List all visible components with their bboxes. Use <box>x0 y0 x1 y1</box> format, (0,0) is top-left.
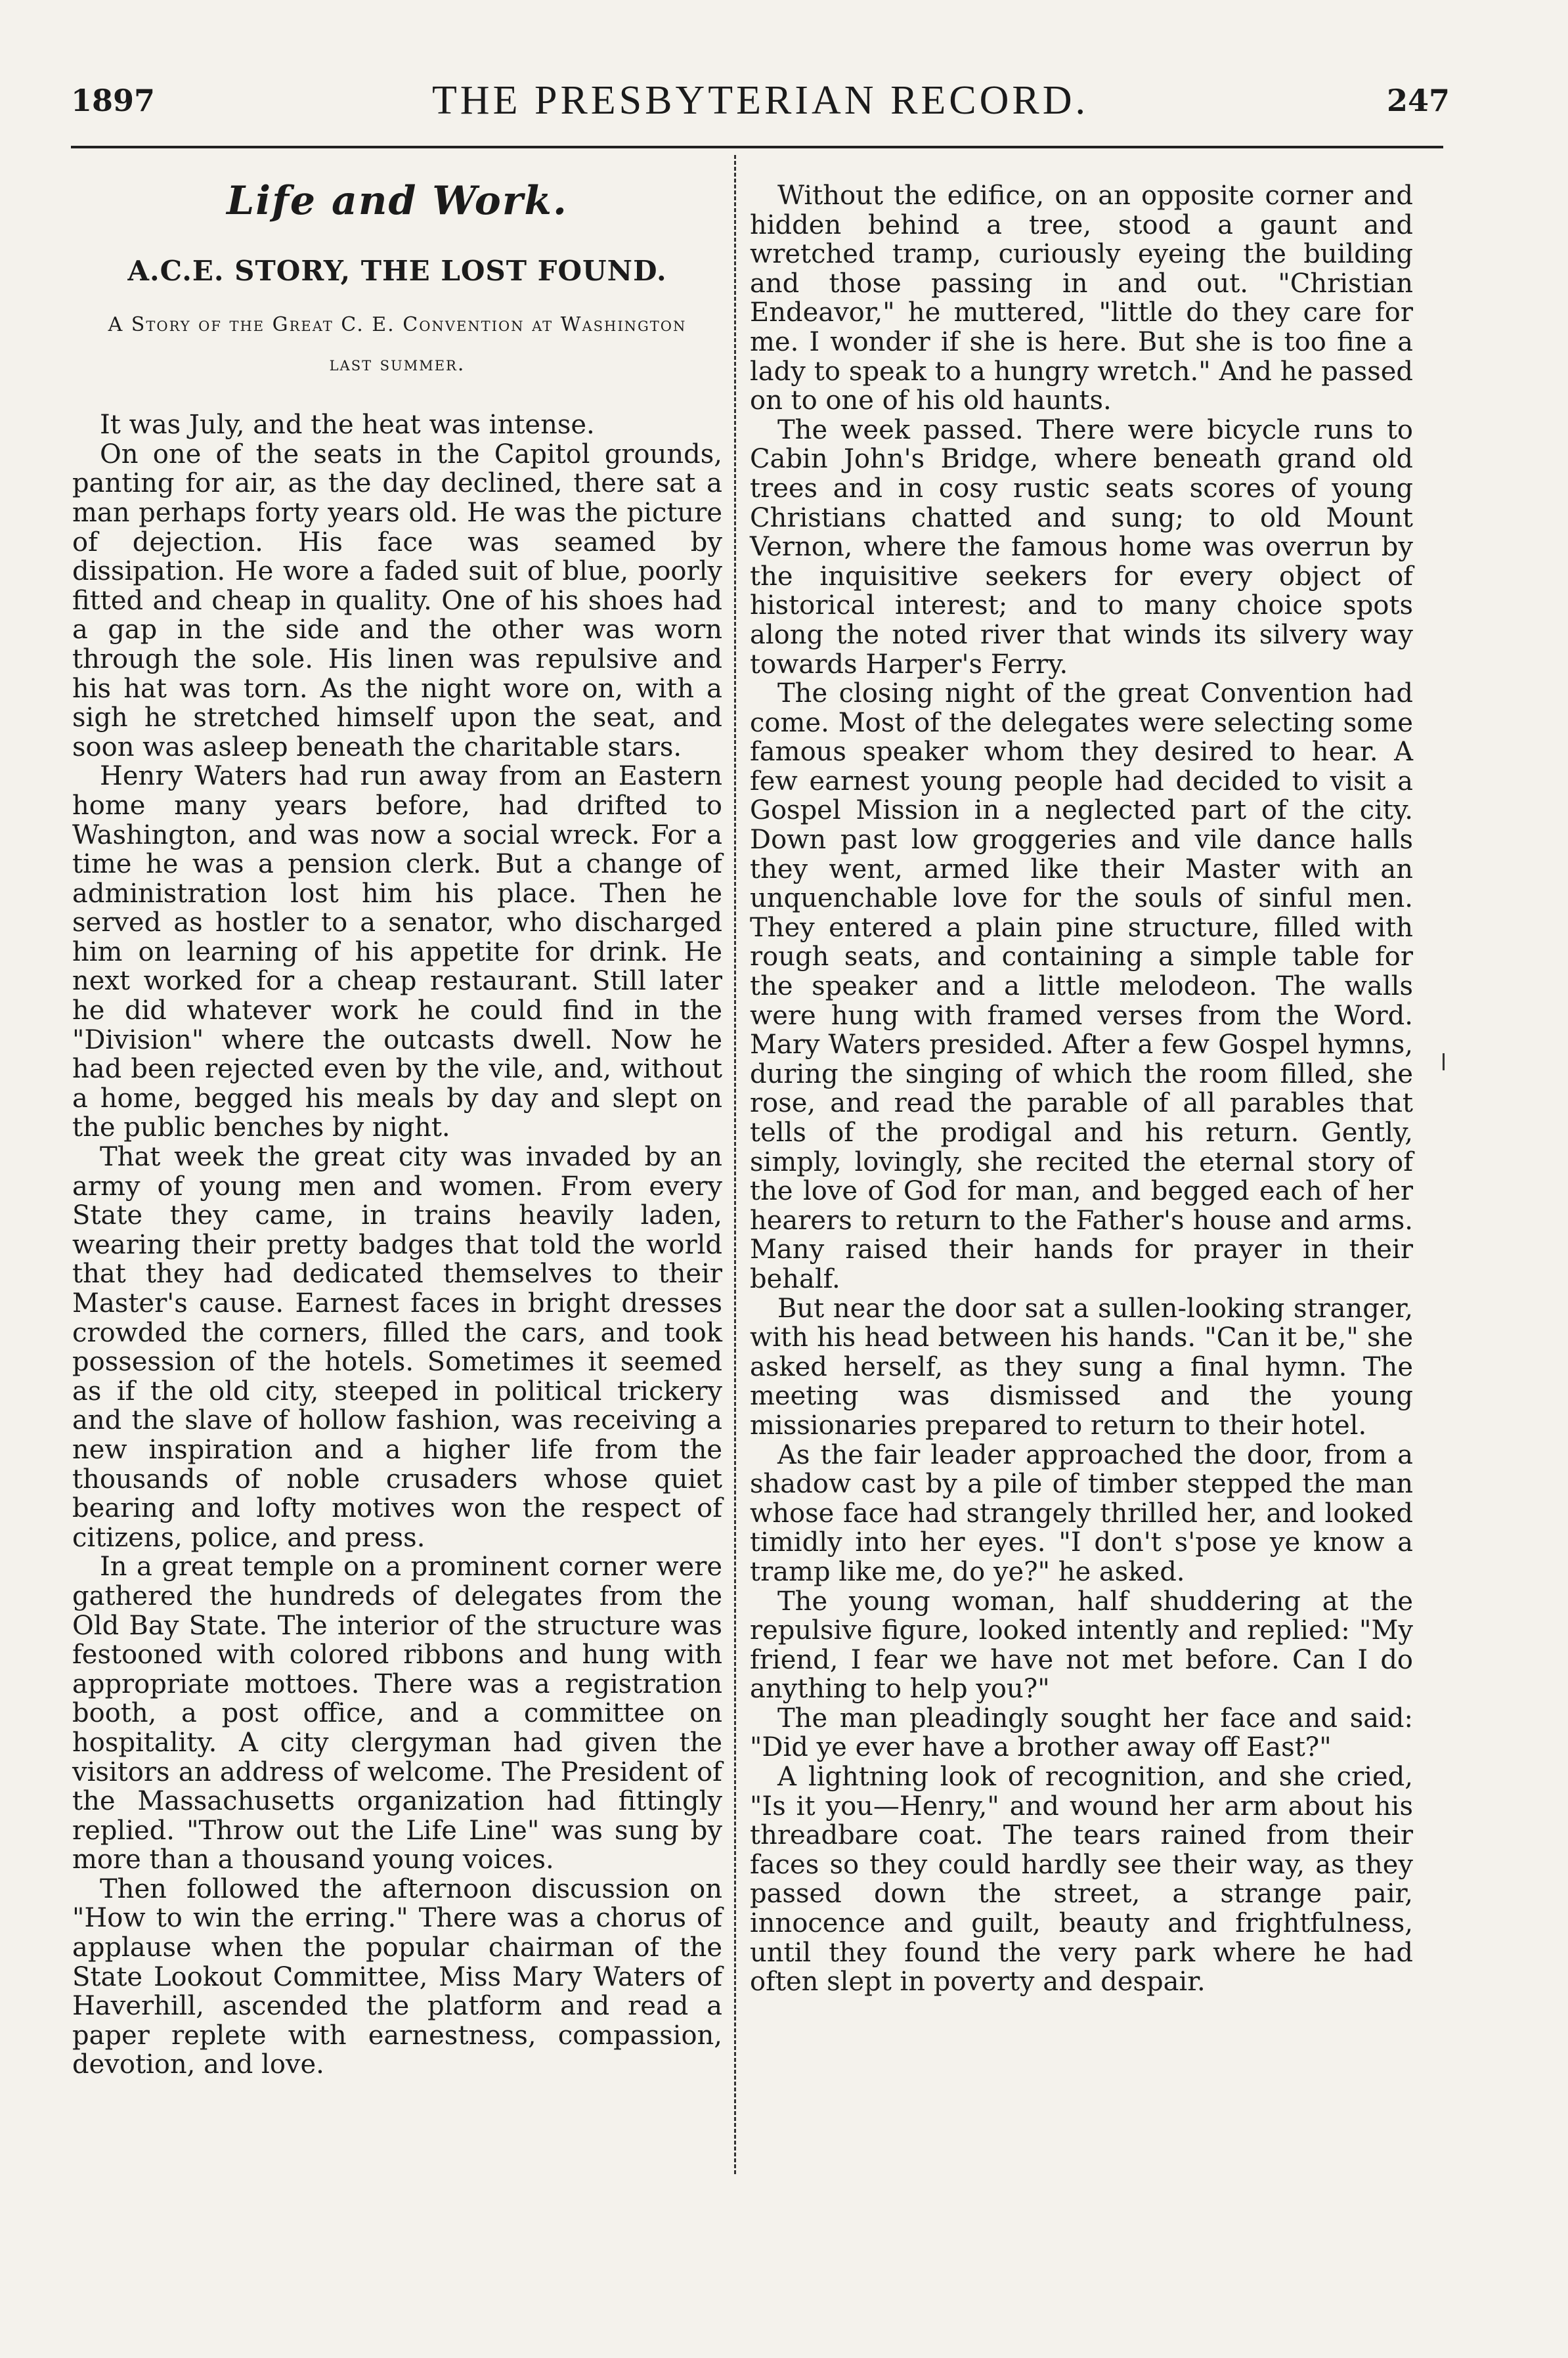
header-rule <box>71 146 1443 148</box>
column-divider <box>734 155 736 2174</box>
paragraph: It was July, and the heat was intense. <box>100 410 595 441</box>
running-header <box>71 78 1450 139</box>
paragraph: That week the great city was invaded by an army of young men and women. From every State they came, in trains heavily laden, wearing their pretty badges that told the world that they had dedicated themselves to their Master's cause. Earnest faces in bright dresses crowded the corners, filled the cars, and took possession of the hotels. Sometimes it seemed as if the old city, steeped in political trickery and the slave of hollow fashion, was receiving a new inspiration and a higher life from the thousands of noble crusaders whose quiet bearing and lofty motives won the respect of citizens, police, and press. <box>72 1142 722 1553</box>
paragraph: But near the door sat a sullen-looking stranger, with his head between his hands. "Can it be," she asked herself, as they sung a final hymn. The meeting was dismissed and the young missionaries prepared to return to their hotel. <box>750 1293 1413 1441</box>
story-subtitle: A Story of the Great C. E. Convention at Washington last summer. <box>108 313 687 376</box>
header-page-number: 247 <box>1386 83 1450 118</box>
paragraph: On one of the seats in the Capitol grounds, panting for air, as the day declined, there sat a man perhaps forty years old. He was the picture of dejection. His face was seamed by dissipation. He wore a faded suit of blue, poorly fitted and cheap in quality. One of his shoes had a gap in the side and the other was worn through the sole. His linen was repulsive and his hat was torn. As the night wore on, with a sigh he stretched himself upon the seat, and soon was asleep beneath the charitable stars. <box>72 439 722 762</box>
header-year: 1897 <box>71 83 156 118</box>
paragraph: Without the edifice, on an opposite corner and hidden behind a tree, stood a gaunt and wretched tramp, curiously eyeing the building and those passing in and out. "Christian Endeavor," he muttered, "little do they care for me. I wonder if she is here. But she is too fine a lady to speak to a hungry wretch." And he passed on to one of his old haunts. <box>750 181 1413 416</box>
paragraph: Henry Waters had run away from an Eastern home many years before, had drifted to Washington, and was now a social wreck. For a time he was a pension clerk. But a change of administration lost him his place. Then he served as hostler to a senator, who discharged him on learning of his appetite for drink. He next worked for a cheap restaurant. Still later he did whatever work he could find in the "Division" where the outcasts dwell. Now he had been rejected even by the vile, and, without a home, begged his meals by day and slept on the public benches by night. <box>72 761 722 1143</box>
paragraph: The man pleadingly sought her face and said: "Did ye ever have a brother away off East?" <box>750 1703 1413 1763</box>
header-title: THE PRESBYTERIAN RECORD. <box>431 78 1089 123</box>
paragraph: As the fair leader approached the door, from a shadow cast by a pile of timber stepped the man whose face had strangely thrilled her, and looked timidly into her eyes. "I don't s'pose ye know a tramp like me, do ye?" he asked. <box>750 1439 1413 1587</box>
margin-mark <box>1443 1053 1445 1070</box>
section-heading: Life and Work. <box>227 178 568 224</box>
paragraph: Then followed the afternoon discussion on "How to win the erring." There was a chorus of applause when the popular chairman of the State Lookout Committee, Miss Mary Waters of Haverhill, ascended the platform and read a paper replete with earnestness, compassion, devotion, and love. <box>72 1873 722 2080</box>
paragraph: The closing night of the great Convention had come. Most of the delegates were selecting some famous speaker whom they desired to hear. A few earnest young people had decided to visit a Gospel Mission in a neglected part of the city. Down past low groggeries and vile dance halls they went, armed like their Master with an unquenchable love for the souls of sinful men. They entered a plain pine structure, filled with rough seats, and containing a simple table for the speaker and a little melodeon. The walls were hung with framed verses from the Word. Mary Waters presided. After a few Gospel hymns, during the singing of which the room filled, she rose, and read the parable of all parables that tells of the prodigal and his return. Gently, simply, lovingly, she recited the eternal story of the love of God for man, and begged each of her hearers to return to the Father's house and arms. Many raised their hands for prayer in their behalf. <box>750 678 1413 1294</box>
left-column <box>72 175 722 2080</box>
paragraph: In a great temple on a prominent corner were gathered the hundreds of delegates from the Old Bay State. The interior of the structure was festooned with colored ribbons and hung with appropriate mottoes. There was a registration booth, a post office, and a committee on hospitality. A city clergyman had given the visitors an address of welcome. The President of the Massachusetts organization had fittingly replied. "Throw out the Life Line" was sung by more than a thousand young voices. <box>72 1552 722 1875</box>
right-column <box>750 181 1413 1997</box>
paragraph: The week passed. There were bicycle runs to Cabin John's Bridge, where beneath grand old trees and in cosy rustic seats scores of young Christians chatted and sung; to old Mount Vernon, where the famous home was overrun by the inquisitive seekers for every object of historical interest; and to many choice spots along the noted river that winds its silvery way towards Harper's Ferry. <box>750 414 1413 680</box>
story-title: A.C.E. STORY, THE LOST FOUND. <box>127 254 667 287</box>
paragraph: A lightning look of recognition, and she cried, "Is it you—Henry," and wound her arm about his threadbare coat. The tears rained from their faces so they could hardly see their way, as they passed down the street, a strange pair, innocence and guilt, beauty and frightfulness, until they found the very park where he had often slept in poverty and despair. <box>750 1762 1413 1998</box>
paragraph: The young woman, half shuddering at the repulsive figure, looked intently and replied: "My friend, I fear we have not met before. Can I do anything to help you?" <box>750 1586 1413 1705</box>
